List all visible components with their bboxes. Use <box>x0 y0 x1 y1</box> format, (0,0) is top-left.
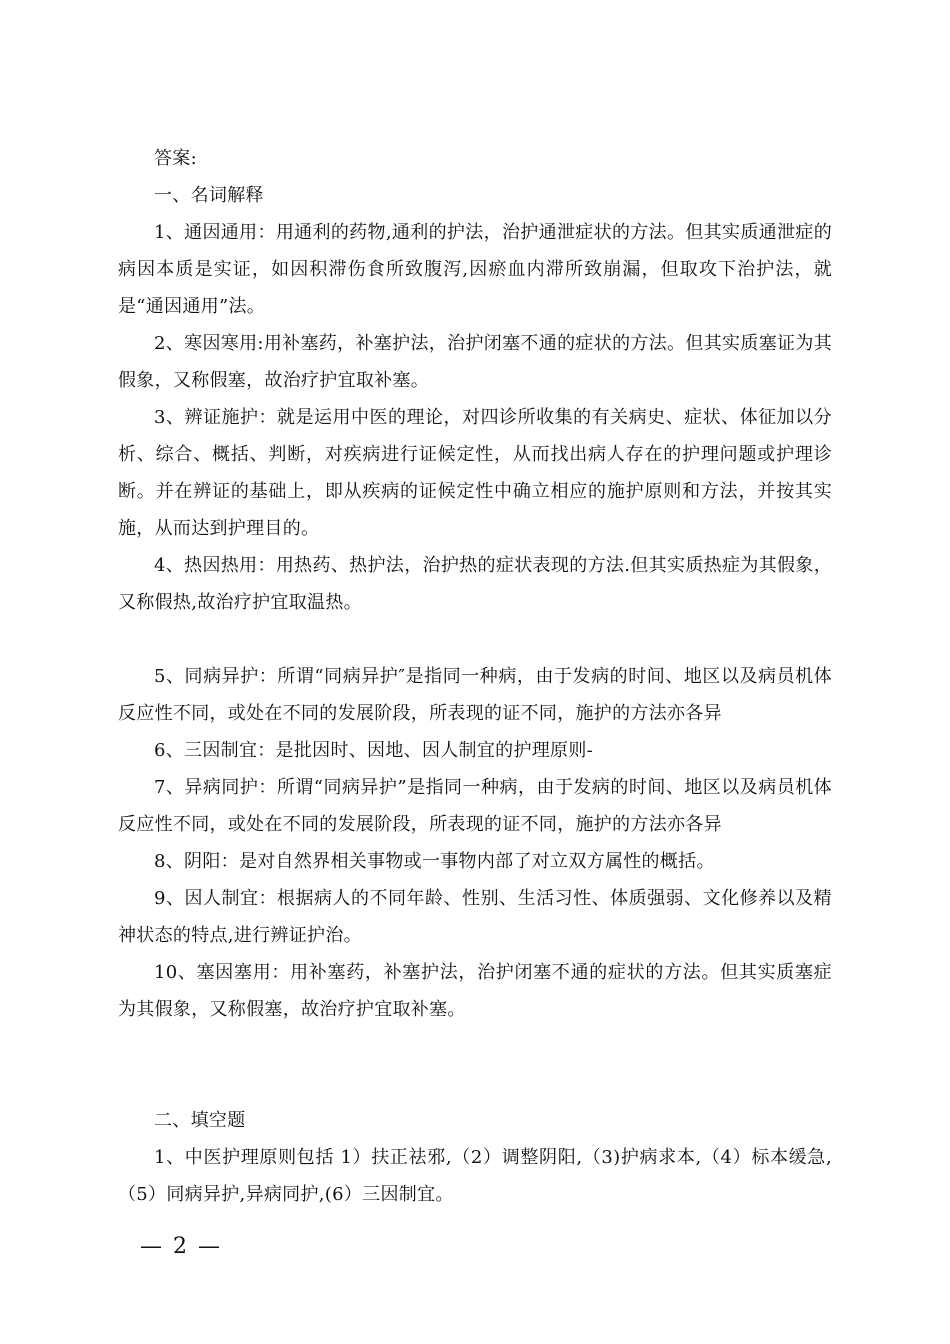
definition-item-1: 1、通因通用：用通利的药物,通利的护法，治护通泄症状的方法。但其实质通泄症的病因本质是实证，如因积滞伤食所致腹泻,因瘀血内滞所致崩漏，但取攻下治护法，就是“通因通用”法。 <box>118 222 832 317</box>
spacer <box>118 621 832 658</box>
definition-item-9: 9、因人制宜：根据病人的不同年龄、性别、生活习性、体质强弱、文化修养以及精神状态的特点,进行辨证护治。 <box>118 888 832 946</box>
definition-item-5: 5、同病异护：所谓“同病异护″是指同一种病，由于发病的时间、地区以及病员机体反应性不同，或处在不同的发展阶段，所表现的证不同，施护的方法亦各异 <box>118 666 832 724</box>
spacer <box>118 1028 832 1102</box>
fill-blank-item-1: 1、中医护理原则包括 1）扶正祛邪,（2）调整阴阳,（3)护病求本,（4）标本缓急,（5）同病异护,异病同护,(6）三因制宜。 <box>118 1147 832 1205</box>
answer-header: 答案: <box>154 148 197 169</box>
definition-item-4: 4、热因热用：用热药、热护法，治护热的症状表现的方法.但其实质热症为其假象，又称假热,故治疗护宜取温热。 <box>118 555 832 613</box>
definition-item-8: 8、阴阳：是对自然界相关事物或一事物内部了对立双方属性的概括。 <box>154 851 715 872</box>
document-body <box>118 140 832 1213</box>
definition-item-6: 6、三因制宜：是批因时、因地、因人制宜的护理原则- <box>154 740 594 761</box>
definition-item-7: 7、异病同护：所谓“同病异护”是指同一种病，由于发病的时间、地区以及病员机体反应性不同，或处在不同的发展阶段，所表现的证不同，施护的方法亦各异 <box>118 777 832 835</box>
section-title-definitions: 一、名词解释 <box>154 185 264 206</box>
page-number: — 2 — <box>140 1234 222 1259</box>
definition-item-2: 2、寒因寒用:用补塞药，补塞护法，治护闭塞不通的症状的方法。但其实质塞证为其假象，又称假塞，故治疗护宜取补塞。 <box>118 333 832 391</box>
section-title-fill-blank: 二、填空题 <box>154 1110 246 1131</box>
definition-item-3: 3、辨证施护：就是运用中医的理论，对四诊所收集的有关病史、症状、体征加以分析、综合、概括、判断，对疾病进行证候定性，从而找出病人存在的护理问题或护理诊断。并在辨证的基础上，即从疾病的证候定性中确立相应的施护原则和方法，并按其实施，从而达到护理目的。 <box>118 407 832 539</box>
definition-item-10: 10、塞因塞用：用补塞药，补塞护法，治护闭塞不通的症状的方法。但其实质塞症为其假象，又称假塞，故治疗护宜取补塞。 <box>118 962 832 1020</box>
